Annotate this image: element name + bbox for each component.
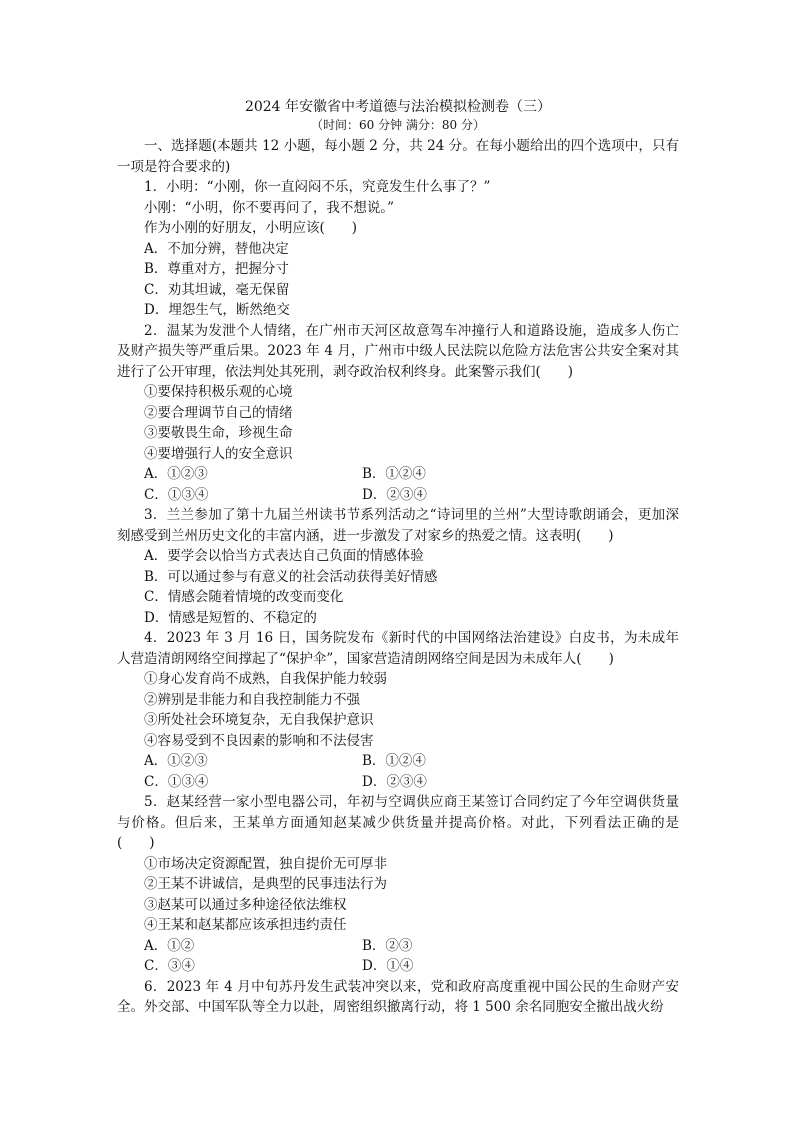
question-1 bbox=[117, 177, 679, 321]
question-4-option-a: A．①②③ bbox=[144, 753, 208, 769]
question-2-stem: 2．温某为发泄个人情绪，在广州市天河区故意驾车冲撞行人和道路设施，造成多人伤亡及财产损失等严重后果。2023 年 4 月，广州市中级人民法院以危险方法危害公共安全案对其进行了公开审理，依法判处其死刑，剥夺政治权利终身。此案警示我们( ) bbox=[117, 322, 679, 380]
section-heading: 一、选择题(本题共 12 小题，每小题 2 分，共 24 分。在每小题给出的四个选项中，只有一项是符合要求的) bbox=[117, 138, 679, 175]
question-5-options-row bbox=[117, 956, 679, 977]
question-1-stem-line: 小刚：“小明，你不要再问了，我不想说。” bbox=[144, 199, 395, 216]
question-4-stem: 4．2023 年 3 月 16 日，国务院发布《新时代的中国网络法治建设》白皮书，为未成年人营造清朗网络空间撑起了“保护伞”，国家营造清朗网络空间是因为未成年人( ) bbox=[117, 630, 679, 667]
question-1-choice-a: A．不加分辨，替他决定 bbox=[144, 240, 289, 257]
question-3 bbox=[117, 505, 679, 628]
question-2-option-d: D．②③④ bbox=[362, 486, 427, 503]
question-3-choice-c: C．情感会随着情境的改变而变化 bbox=[144, 589, 344, 605]
question-6-stem: 6．2023 年 4 月中旬苏丹发生武装冲突以来，党和政府高度重视中国公民的生命财产安全。外交部、中国军队等全力以赴，周密组织撤离行动，将 1 500 余名同胞安全撤出战火纷 bbox=[117, 978, 679, 1015]
question-5 bbox=[117, 792, 679, 977]
question-1-stem-line: 1．小明：“小刚，你一直闷闷不乐，究竟发生什么事了？” bbox=[144, 179, 491, 195]
question-1-choice-d: D．埋怨生气，断然绝交 bbox=[144, 302, 290, 318]
question-2-item: ②要合理调节自己的情绪 bbox=[144, 404, 293, 421]
question-5-item: ②王某不讲诚信，是典型的民事违法行为 bbox=[144, 876, 387, 892]
question-5-option-b: B．②③ bbox=[362, 937, 413, 954]
question-2-item: ④要增强行人的安全意识 bbox=[144, 445, 293, 462]
question-3-stem: 3．兰兰参加了第十九届兰州读书节系列活动之“诗词里的兰州”大型诗歌朗诵会，更加深刻感受到兰州历史文化的丰富内涵，进一步激发了对家乡的热爱之情。这表明( ) bbox=[117, 507, 679, 544]
question-4-option-c: C．①③④ bbox=[144, 773, 209, 790]
question-3-choice-a: A．要学会以恰当方式表达自己负面的情感体验 bbox=[144, 548, 424, 564]
exam-title: 2024 年安徽省中考道德与法治模拟检测卷（三） bbox=[244, 99, 552, 115]
question-2-option-a: A．①②③ bbox=[144, 466, 208, 482]
question-6 bbox=[117, 977, 679, 1018]
question-2-option-b: B．①②④ bbox=[362, 466, 426, 482]
question-5-item: ①市场决定资源配置，独自提价无可厚非 bbox=[144, 855, 387, 872]
question-4-item: ④容易受到不良因素的影响和不法侵害 bbox=[144, 732, 374, 749]
question-5-stem: 5．赵某经营一家小型电器公司，年初与空调供应商王某签订合同约定了今年空调供货量与价格。但后来，王某单方面通知赵某减少供货量并提高价格。对此，下列看法正确的是( ) bbox=[117, 794, 679, 851]
question-2-item: ③要敬畏生命，珍视生命 bbox=[144, 425, 293, 441]
question-4-option-d: D．②③④ bbox=[362, 773, 427, 790]
question-2-options-row bbox=[117, 464, 679, 485]
exam-page bbox=[117, 98, 679, 1018]
question-4 bbox=[117, 628, 679, 792]
question-2-item: ①要保持积极乐观的心境 bbox=[144, 384, 293, 400]
question-4-item: ②辨别是非能力和自我控制能力不强 bbox=[144, 691, 360, 708]
question-5-item: ④王某和赵某都应该承担违约责任 bbox=[144, 917, 347, 933]
question-4-item: ①身心发育尚不成熟，自我保护能力较弱 bbox=[144, 671, 387, 687]
question-5-option-a: A．①② bbox=[144, 937, 195, 954]
question-2-option-c: C．①③④ bbox=[144, 486, 209, 503]
question-4-options-row bbox=[117, 772, 679, 793]
question-1-stem-line: 作为小刚的好朋友，小明应该( ) bbox=[144, 220, 358, 236]
question-5-option-c: C．③④ bbox=[144, 958, 195, 974]
question-2 bbox=[117, 321, 679, 506]
exam-subtitle: （时间：60 分钟 满分：80 分） bbox=[311, 118, 485, 132]
question-5-option-d: D．①④ bbox=[362, 958, 414, 974]
question-1-choice-c: C．劝其坦诚，毫无保留 bbox=[144, 281, 290, 298]
question-1-choice-b: B．尊重对方，把握分寸 bbox=[144, 261, 289, 277]
question-4-option-b: B．①②④ bbox=[362, 753, 426, 769]
question-3-choice-d: D．情感是短暂的、不稳定的 bbox=[144, 609, 317, 626]
question-4-options-row bbox=[117, 751, 679, 772]
question-5-item: ③赵某可以通过多种途径依法维权 bbox=[144, 896, 347, 913]
question-5-options-row bbox=[117, 936, 679, 957]
question-2-options-row bbox=[117, 485, 679, 506]
question-3-choice-b: B．可以通过参与有意义的社会活动获得美好情感 bbox=[144, 568, 438, 585]
question-4-item: ③所处社会环境复杂，无自我保护意识 bbox=[144, 712, 374, 728]
